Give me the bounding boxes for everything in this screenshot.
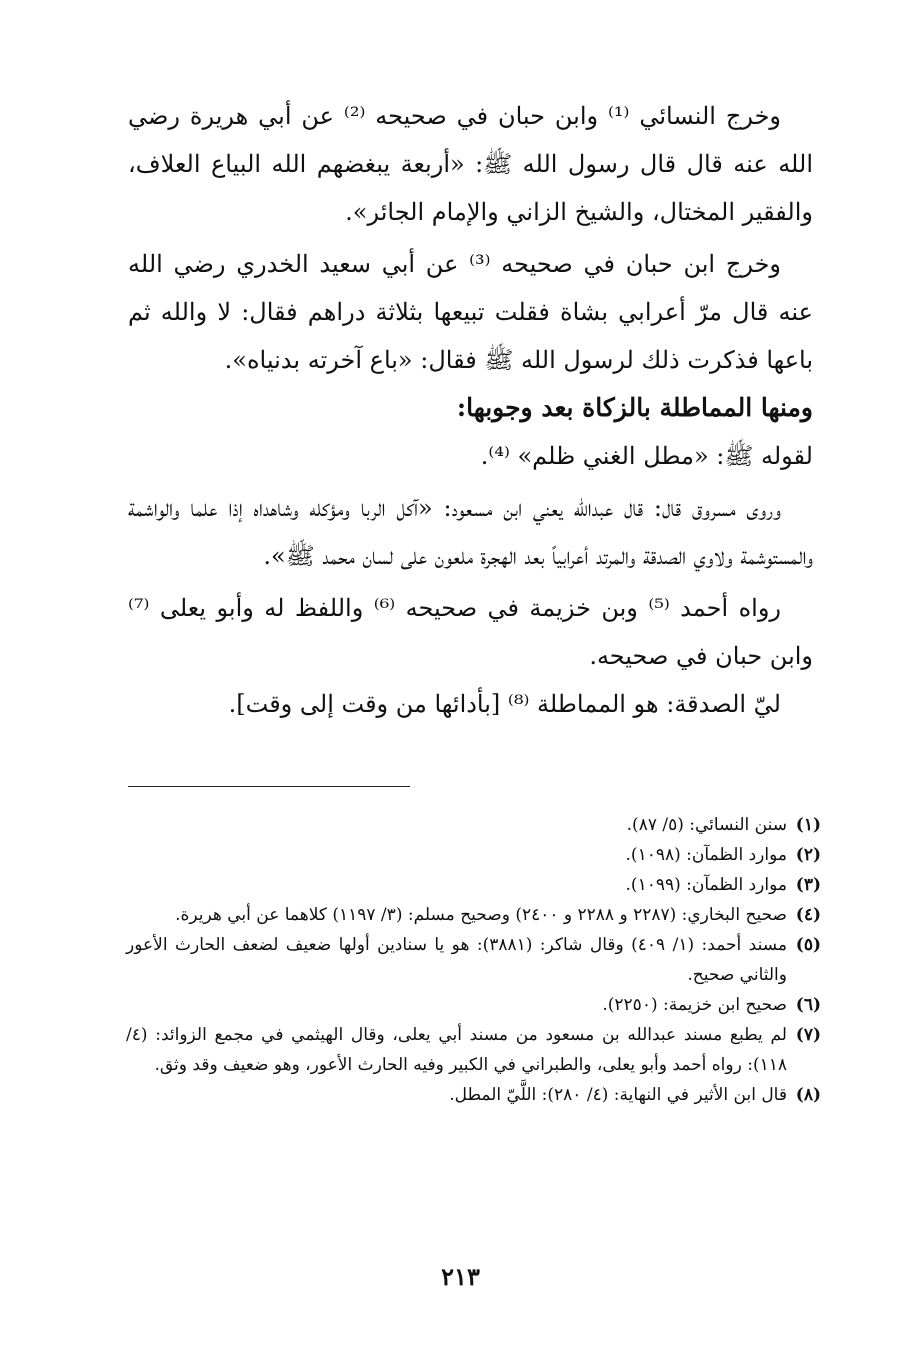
footnote-number: (٤) xyxy=(795,905,821,925)
footnote-text: مسند أحمد: (١/ ٤٠٩) وقال شاكر: (٣٨٨١): هو يا سنادين أولها ضعيف لضعف الحارث الأعور والثاني صحيح. xyxy=(126,935,787,985)
page-number: ٢١٣ xyxy=(441,1262,480,1291)
paragraph-definition: ليّ الصدقة: هو المماطلة ⁽⁸⁾ [بأدائها من وقت إلى وقت]. xyxy=(228,690,781,718)
footnotes xyxy=(126,810,821,1110)
footnote-text: موارد الظمآن: (١٠٩٨). xyxy=(625,845,787,865)
footnote-item xyxy=(126,840,821,870)
paragraph-nasai-hadith: وخرج النسائي ⁽¹⁾ وابن حبان في صحيحه ⁽²⁾ عن أبي هريرة رضي الله عنه قال قال رسول الله ﷺ: «أربعة يبغضهم الله البياع العلاف، والفقير المختال، والشيخ الزاني والإمام الجائر». xyxy=(128,102,813,226)
footnote-number: (٥) xyxy=(795,935,821,955)
footnote-item xyxy=(126,1080,821,1110)
footnote-number: (١) xyxy=(795,815,821,835)
footnote-text: صحيح البخاري: (٢٢٨٧ و ٢٢٨٨ و ٢٤٠٠) وصحيح مسلم: (٣/ ١١٩٧) كلاهما عن أبي هريرة. xyxy=(175,905,787,925)
main-text xyxy=(128,92,813,728)
section-heading: ومنها المماطلة بالزكاة بعد وجوبها: xyxy=(456,393,813,422)
footnote-text: موارد الظمآن: (١٠٩٩). xyxy=(625,875,787,895)
paragraph-masruq-hadith: وروى مسروق قال: قال عبدالله يعني ابن مسعود: «آكل الربا ومؤكله وشاهداه إذا علما والواشمة والمستوشمة ولاوي الصدقة والمرتد أعرابياً بعد الهجرة ملعون على لسان محمد ﷺ». xyxy=(128,494,813,570)
paragraph-narrators: رواه أحمد ⁽⁵⁾ وبن خزيمة في صحيحه ⁽⁶⁾ واللفظ له وأبو يعلى ⁽⁷⁾ وابن حبان في صحيحه. xyxy=(128,594,813,670)
footnote-number: (٨) xyxy=(795,1085,821,1105)
footnote-item xyxy=(126,990,821,1020)
paragraph-khudri-hadith: وخرج ابن حبان في صحيحه ⁽³⁾ عن أبي سعيد الخدري رضي الله عنه قال مرّ أعرابي بشاة فقلت تبيعها بثلاثة دراهم فقال: لا والله ثم باعها فذكرت ذلك لرسول الله ﷺ فقال: «باع آخرته بدنياه». xyxy=(128,250,813,374)
footnote-item xyxy=(126,1020,821,1080)
footnote-item xyxy=(126,870,821,900)
footnote-number: (٦) xyxy=(795,995,821,1015)
footnote-number: (٢) xyxy=(795,845,821,865)
footnote-item xyxy=(126,810,821,840)
footnote-item xyxy=(126,930,821,990)
footnote-text: قال ابن الأثير في النهاية: (٤/ ٢٨٠): اللَّيّ المطل. xyxy=(449,1085,787,1105)
footnote-item xyxy=(126,900,821,930)
footnote-text: لم يطبع مسند عبدالله بن مسعود من مسند أبي يعلى، وقال الهيثمي في مجمع الزوائد: (٤/ ١١٨): رواه أحمد وأبو يعلى، والطبراني في الكبير وفيه الحارث الأعور، وهو ضعيف وقد وثق. xyxy=(126,1025,787,1075)
footnote-text: سنن النسائي: (٥/ ٨٧). xyxy=(626,815,787,835)
footnote-divider xyxy=(128,786,410,787)
footnote-number: (٧) xyxy=(795,1025,821,1045)
footnote-text: صحيح ابن خزيمة: (٢٢٥٠). xyxy=(602,995,787,1015)
footnote-number: (٣) xyxy=(795,875,821,895)
paragraph-matl-hadith: لقوله ﷺ: «مطل الغني ظلم» ⁽⁴⁾. xyxy=(480,442,813,470)
